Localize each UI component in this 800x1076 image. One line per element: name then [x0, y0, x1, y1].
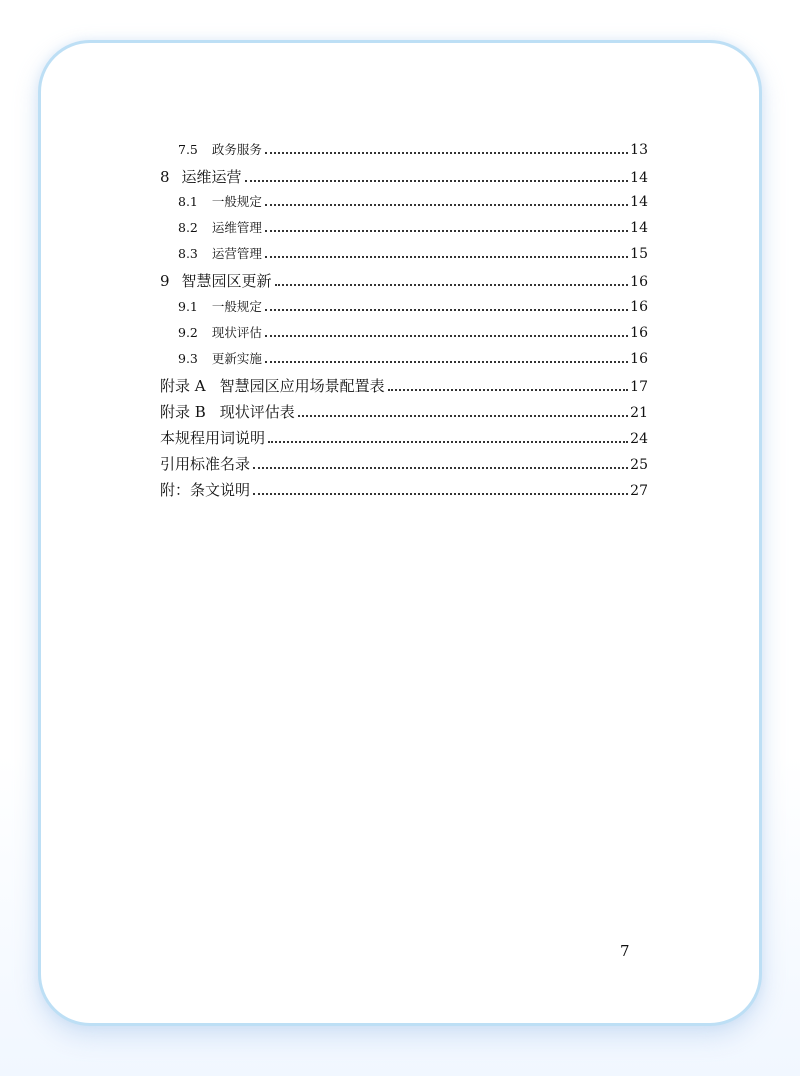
toc-entry[interactable]	[160, 297, 648, 323]
toc-entry-page: 13	[630, 142, 648, 158]
toc-entry-page: 17	[630, 378, 648, 395]
toc-entry-title: 引用标准名录	[160, 455, 251, 474]
toc-entry-title: 更新实施	[211, 350, 262, 366]
toc-entry[interactable]	[160, 270, 648, 296]
toc-entry-number: 8.1	[178, 194, 198, 210]
toc-entry-title: 现状评估表	[219, 402, 295, 421]
toc-entry-page: 27	[630, 483, 648, 500]
toc-entry-page: 14	[630, 194, 648, 211]
toc-entry-number: 9.3	[178, 350, 198, 366]
dot-leader	[265, 152, 628, 154]
toc-entry-title: 本规程用词说明	[160, 429, 266, 448]
toc-entry-page: 16	[630, 324, 648, 341]
toc-entry-number: 8.3	[178, 246, 198, 262]
toc-entry[interactable]	[160, 349, 648, 375]
dot-leader	[265, 335, 628, 337]
toc-entry[interactable]	[160, 479, 648, 505]
toc-entry-title: 运维管理	[211, 220, 262, 236]
toc-entry-page: 14	[630, 170, 648, 187]
dot-leader	[265, 361, 628, 363]
page-number: 7	[620, 942, 630, 960]
table-of-contents	[160, 140, 648, 505]
dot-leader	[265, 204, 628, 206]
dot-leader	[253, 467, 628, 469]
toc-entry-title: 政务服务	[211, 142, 262, 157]
toc-entry-title: 智慧园区应用场景配置表	[219, 376, 385, 395]
toc-entry[interactable]	[160, 401, 648, 427]
toc-entry-title: 现状评估	[211, 324, 262, 340]
toc-entry-number: 附录 A	[160, 376, 206, 395]
dot-leader	[275, 284, 629, 286]
dot-leader	[253, 493, 628, 495]
toc-entry-title: 运维运营	[181, 168, 242, 187]
toc-entry[interactable]	[160, 192, 648, 218]
dot-leader	[245, 180, 629, 182]
toc-entry-page: 24	[630, 431, 648, 448]
toc-entry-number: 附录 B	[160, 402, 206, 421]
toc-entry[interactable]	[160, 244, 648, 270]
toc-entry[interactable]	[160, 218, 648, 244]
toc-entry-title: 运营管理	[211, 246, 262, 262]
toc-entry-page: 15	[630, 246, 648, 263]
dot-leader	[268, 441, 628, 443]
dot-leader	[388, 389, 629, 391]
toc-entry-page: 14	[630, 220, 648, 237]
toc-entry-title: 一般规定	[211, 298, 262, 314]
toc-entry-title: 一般规定	[211, 194, 262, 210]
toc-entry[interactable]	[160, 140, 648, 166]
toc-entry-number: 9	[160, 272, 170, 291]
toc-entry-page: 16	[630, 274, 648, 291]
toc-entry-number: 7.5	[178, 142, 198, 157]
toc-entry-page: 25	[630, 457, 648, 474]
toc-entry-number: 8	[160, 168, 170, 187]
toc-entry[interactable]	[160, 166, 648, 192]
toc-entry-title: 附：条文说明	[160, 481, 251, 500]
dot-leader	[265, 230, 628, 232]
dot-leader	[265, 309, 628, 311]
toc-entry-number: 8.2	[178, 220, 198, 236]
toc-entry-page: 16	[630, 298, 648, 315]
toc-entry-page: 16	[630, 350, 648, 367]
toc-entry-page: 21	[630, 404, 648, 421]
toc-entry-number: 9.1	[178, 298, 198, 314]
toc-entry-title: 智慧园区更新	[181, 272, 272, 291]
toc-entry[interactable]	[160, 453, 648, 479]
toc-entry[interactable]	[160, 323, 648, 349]
toc-entry-number: 9.2	[178, 324, 198, 340]
dot-leader	[298, 415, 628, 417]
dot-leader	[265, 256, 628, 258]
toc-entry[interactable]	[160, 375, 648, 401]
toc-entry[interactable]	[160, 427, 648, 453]
